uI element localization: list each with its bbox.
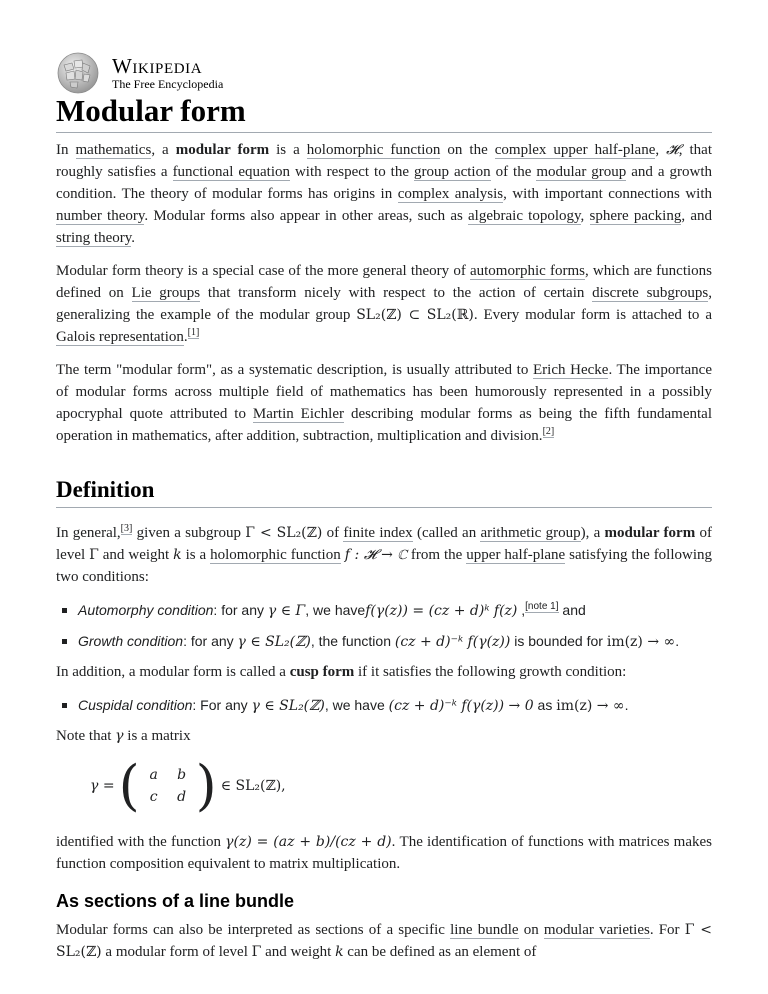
text: In general, (56, 525, 121, 541)
list-item-cuspidal (78, 694, 712, 717)
bold-term: modular form (604, 525, 696, 541)
text: , (517, 602, 526, 618)
matrix-rhs: ∈ SL₂(ℤ), (220, 778, 286, 794)
text: Note that (56, 728, 116, 744)
link-functional-equation[interactable]: functional equation (172, 164, 290, 180)
bold-term: cusp form (289, 664, 355, 680)
text: , the function (310, 633, 395, 649)
definition-paragraph-2 (56, 661, 712, 683)
intro-paragraph-3 (56, 359, 712, 447)
math-expression: γ(z) = (az + b)/(cz + d) (225, 834, 392, 850)
matrix-entry-c: c (149, 789, 158, 805)
text: is a matrix (123, 728, 191, 744)
text: : for any (183, 633, 238, 649)
math-expression: k (173, 547, 182, 563)
matrix-grid (140, 764, 196, 808)
text: and (558, 602, 586, 618)
condition-name: Cuspidal condition (78, 697, 193, 713)
article-body (56, 139, 712, 974)
text: satisfying the following two conditions: (56, 547, 713, 585)
text: : For any (192, 697, 252, 713)
text: as (533, 697, 557, 713)
text: , which are functions defined on (56, 263, 713, 301)
link-sphere-packing[interactable]: sphere packing (589, 208, 682, 224)
text: describing modular forms as being the fifth fundamental operation in mathematics, after addition, subtraction, multiplication and division. (56, 406, 712, 444)
math-expression: (cz + d)⁻ᵏ f(γ(z)) → 0 (388, 698, 534, 714)
text: . The identification of functions with matrices makes function composition equivalent to matrix multiplication. (56, 834, 712, 872)
text: that transform nicely with respect to the action of certain (200, 285, 593, 301)
conditions-list (56, 599, 712, 653)
text: is a (181, 547, 211, 563)
text: , a (151, 142, 176, 158)
reference-link[interactable]: [3] (120, 523, 133, 534)
site-logo[interactable] (56, 48, 223, 98)
math-expression: k (335, 944, 344, 960)
math-expression: Γ < SL₂(ℤ) (245, 525, 323, 541)
link-mathematics[interactable]: mathematics (75, 142, 152, 158)
matrix-entry-d: d (177, 789, 187, 805)
link-martin-eichler[interactable]: Martin Eichler (252, 406, 344, 422)
link-holomorphic-function[interactable]: holomorphic function (306, 142, 441, 158)
text: The term "modular form", as a systematic description, is usually attributed to (56, 362, 533, 378)
text: , we have (305, 602, 366, 618)
text: . Every modular form is attached to a (473, 307, 712, 323)
section-heading-definition: Definition (56, 477, 155, 502)
link-complex-upper-half-plane[interactable]: complex upper half-plane (494, 142, 656, 158)
matrix-lhs: γ = (90, 778, 115, 794)
text: , we have (324, 697, 389, 713)
text: is bounded for (510, 633, 607, 649)
link-string-theory[interactable]: string theory (56, 230, 132, 246)
reference-link[interactable]: [2] (542, 426, 555, 437)
text: In addition, a modular form is called a (56, 664, 290, 680)
text: of level (56, 525, 712, 563)
wikipedia-globe-icon (56, 51, 100, 95)
reference-3[interactable] (121, 523, 133, 535)
text: of the (490, 164, 537, 180)
text: if it satisfies the following growth condition: (354, 664, 627, 680)
math-expression: γ ∈ Γ (267, 603, 306, 619)
text: can be defined as an element of (343, 944, 537, 960)
text: . (675, 633, 680, 649)
left-paren: ( (118, 754, 140, 817)
reference-1[interactable] (188, 327, 200, 339)
text: In (56, 142, 76, 158)
link-algebraic-topology[interactable]: algebraic topology (468, 208, 581, 224)
link-galois-representation[interactable]: Galois representation (56, 329, 184, 345)
math-expression: Γ (89, 547, 99, 563)
link-upper-half-plane[interactable]: upper half-plane (466, 547, 566, 563)
text: , (580, 208, 590, 224)
text: given a subgroup (132, 525, 246, 541)
link-number-theory[interactable]: number theory (56, 208, 145, 224)
list-item-growth (78, 630, 712, 653)
math-expression: f(γ(z)) = (cz + d)ᵏ f(z) (365, 603, 518, 619)
math-expression: (cz + d)⁻ᵏ f(γ(z)) (394, 634, 511, 650)
condition-name: Automorphy condition (78, 602, 214, 618)
reference-2[interactable] (543, 426, 555, 438)
text: on the (440, 142, 495, 158)
math-expression: γ (115, 728, 124, 744)
link-finite-index[interactable]: finite index (343, 525, 413, 541)
right-paren: ) (195, 754, 217, 817)
math-expression: Γ < SL₂(ℤ) (56, 922, 713, 960)
text: , with important connections with (503, 186, 712, 202)
math-expression: im(z) → ∞ (606, 634, 676, 650)
text: , generalizing the example of the modular group (56, 285, 712, 323)
text: , and (681, 208, 712, 224)
text: , that roughly satisfies a (56, 142, 713, 180)
title-divider (56, 132, 712, 133)
text: . (131, 230, 136, 246)
link-modular-varieties[interactable]: modular varieties (543, 922, 650, 938)
link-automorphic-forms[interactable]: automorphic forms (469, 263, 585, 279)
link-discrete-subgroups[interactable]: discrete subgroups (592, 285, 709, 301)
link-arithmetic-group[interactable]: arithmetic group (480, 525, 581, 541)
text: a modular form of level (101, 944, 252, 960)
text: and weight (261, 944, 336, 960)
text: : for any (213, 602, 268, 618)
cusp-condition-list (56, 694, 712, 717)
text: . (183, 329, 188, 345)
text: . (624, 697, 629, 713)
wordmark-title: Wikipedia (112, 54, 203, 78)
text: from the (406, 547, 467, 563)
definition-paragraph-1 (56, 522, 712, 588)
subsection-heading-line-bundle: As sections of a line bundle (56, 891, 295, 911)
matrix-entry-a: a (149, 767, 158, 783)
text: Modular form theory is a special case of the more general theory of (56, 263, 470, 279)
math-expression: SL₂(ℤ) ⊂ SL₂(ℝ) (356, 307, 474, 323)
text: (called an (412, 525, 481, 541)
note-1[interactable] (525, 601, 558, 613)
definition-paragraph-3 (56, 725, 712, 747)
list-item-automorphy (78, 599, 712, 622)
text: . The importance of modular forms across multiple field of mathematics has been humorously represented in a possibly apocryphal quote attributed to (56, 362, 712, 422)
math-expression: γ ∈ SL₂(ℤ) (237, 634, 311, 650)
link-lie-groups[interactable]: Lie groups (131, 285, 201, 301)
link-line-bundle[interactable]: line bundle (450, 922, 519, 938)
math-expression: f : 𝓗 → ℂ (344, 547, 407, 563)
text: and weight (98, 547, 174, 563)
text: . For (649, 922, 685, 938)
section-divider (56, 507, 712, 508)
text: is a (269, 142, 307, 158)
reference-link[interactable]: [1] (187, 327, 200, 338)
math-expression: im(z) → ∞ (556, 698, 625, 714)
page-title: Modular form (56, 93, 246, 128)
math-expression: γ ∈ SL₂(ℤ) (251, 698, 325, 714)
matrix-entry-b: b (177, 767, 187, 783)
line-bundle-paragraph-1 (56, 919, 712, 963)
note-link[interactable]: [note 1] (525, 601, 559, 613)
link-holomorphic-function[interactable]: holomorphic function (210, 547, 341, 563)
bold-term: modular form (175, 142, 270, 158)
matrix-equation (90, 755, 712, 817)
text: identified with the function (56, 834, 226, 850)
condition-name: Growth condition (78, 633, 184, 649)
definition-paragraph-4 (56, 831, 712, 875)
link-modular-group[interactable]: modular group (536, 164, 627, 180)
intro-paragraph-2 (56, 260, 712, 348)
text: with respect to the (290, 164, 414, 180)
link-complex-analysis[interactable]: complex analysis (397, 186, 504, 202)
math-expression: 𝓗 (666, 142, 679, 158)
math-expression: Γ (251, 944, 262, 960)
text: Modular forms can also be interpreted as sections of a specific (56, 922, 451, 938)
text: on (518, 922, 544, 938)
text: and a growth condition. The theory of modular forms has origins in (56, 164, 713, 202)
link-group-action[interactable]: group action (413, 164, 491, 180)
link-erich-hecke[interactable]: Erich Hecke (533, 362, 609, 378)
text: , (655, 142, 667, 158)
intro-paragraph-1 (56, 139, 712, 249)
text: ), a (580, 525, 605, 541)
text: . Modular forms also appear in other areas, such as (144, 208, 469, 224)
text: of (322, 525, 344, 541)
wordmark (112, 55, 223, 91)
wordmark-tagline: The Free Encyclopedia (112, 77, 224, 91)
